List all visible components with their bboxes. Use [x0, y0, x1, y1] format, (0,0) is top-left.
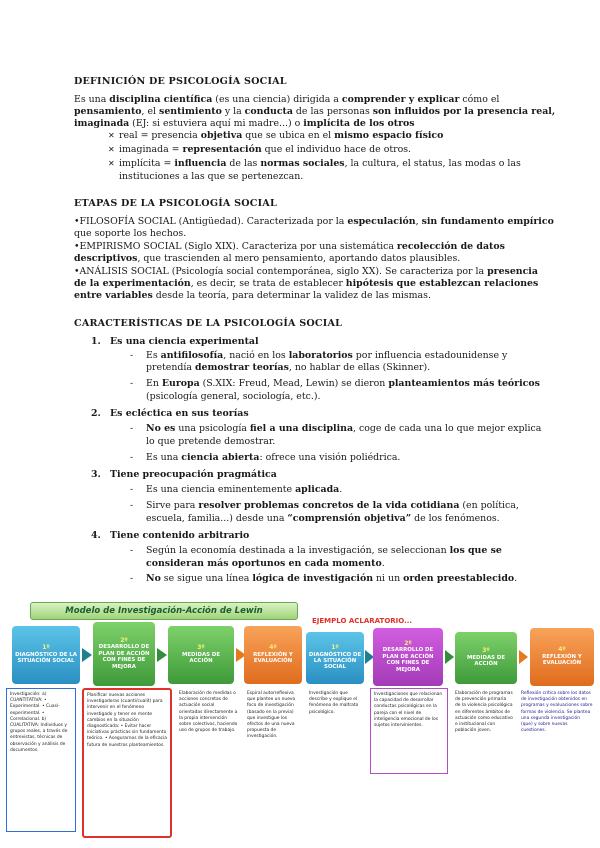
caracteristica-2-detail-1: No es una psicología fiel a una disciplina, coge de cada una lo que mejor explica — [146, 423, 542, 434]
caracteristica-1-detail-2: En Europa (S.XIX: Freud, Mead, Lewin) se dieron planteamientos más teóricos — [146, 378, 540, 389]
etapa-analisis-cont: de la experimentación, es decir, se trata de establecer hipótesis que establezcan relaciones — [74, 278, 539, 289]
definition-bullet-implicita-cont: instituciones a las que se pertenezcan. — [119, 171, 304, 182]
caracteristica-3-detail-1: Es una ciencia eminentemente aplicada. — [146, 484, 343, 495]
dash-marker: - — [130, 545, 134, 556]
dash-marker: - — [130, 500, 134, 511]
dash-marker: - — [130, 573, 134, 584]
note-planificar: Planificar nuevas acciones investigadoras (cuanti/cualit) para intervenir en el fenómeno investigado y tener en mente cambios en la situación diagnosticada: • Evitar hacer iniciativas prácticas sin fundamento teórico. • Asegurarnos de la eficacia futura de nuestros planteamientos. — [82, 688, 172, 838]
example-step-plan-box: 2º DESARROLLO DE PLAN DE ACCIÓN CON FINES DE MEJORA — [373, 628, 443, 686]
list-number: 2. — [91, 408, 101, 419]
step-diagnostico-box: 1º DIAGNÓSTICO DE LA SITUACIÓN SOCIAL — [12, 626, 80, 684]
definition-bullet-implicita: implícita = influencia de las normas sociales, la cultura, el status, las modas o las — [119, 158, 521, 169]
caracteristica-4-detail-1-cont: consideran más oportunos en cada momento. — [146, 558, 385, 569]
etapa-analisis: •ANÁLISIS SOCIAL (Psicología social contemporánea, siglo XX). Se caracteriza por la presencia — [74, 266, 538, 277]
caracteristica-1-detail-1-cont: pretendía demostrar teorías, no hablar de ellas (Skinner). — [146, 362, 431, 373]
dash-marker: - — [130, 378, 134, 389]
etapa-empirismo: •EMPIRISMO SOCIAL (Siglo XIX). Caracteriza por una sistemática recolección de datos — [74, 241, 505, 252]
dash-marker: - — [130, 452, 134, 463]
caracteristica-2-detail-2: Es una ciencia abierta: ofrece una visión poliédrica. — [146, 452, 401, 463]
bullet-marker: ✕ — [108, 145, 115, 154]
note-example-investigaciones: Investigaciones que relacionan la capacidad de desarrollar conductas psicológicas en la pareja con el nivel de inteligencia emocional de los sujetos intervinientes. — [370, 688, 448, 774]
etapa-empirismo-cont: descriptivos, que trascienden al mero pensamiento, aportando datos plausibles. — [74, 253, 461, 264]
section-title-caracteristicas: CARACTERÍSTICAS DE LA PSICOLOGÍA SOCIAL — [74, 318, 343, 329]
arrow-right-icon — [519, 650, 528, 664]
example-step-diagnostico-box: 1º DIAGNÓSTICO DE LA SITUACIÓN SOCIAL — [306, 632, 364, 684]
arrow-right-icon — [82, 648, 92, 662]
note-elaboracion: Elaboración de medidas o acciones concretas de actuación social orientadas directamente a la propia intervención sobre colectivos, haciendo uso de grupos de trabajo. — [179, 691, 238, 734]
etapa-analisis-cont2: entre variables desde la teoría, para determinar la validez de las mismas. — [74, 290, 431, 301]
caracteristica-4-title: Tiene contenido arbitrario — [110, 530, 250, 541]
caracteristica-1-detail-1: Es antifilosofía, nació en los laboratorios por influencia estadounidense y — [146, 350, 508, 361]
bullet-marker: ✕ — [108, 159, 115, 168]
dash-marker: - — [130, 423, 134, 434]
step-plan-box: 2º DESARROLLO DE PLAN DE ACCIÓN CON FINES DE MEJORA — [93, 622, 155, 686]
definition-line-2: pensamiento, el sentimiento y la conducta de las personas son influidos por la presencia real, — [74, 106, 556, 117]
definition-line-3: imaginada (EJ: si estuviera aquí mi madre...) o implícita de los otros — [74, 118, 415, 129]
example-step-reflexion-box: 4º REFLEXIÓN Y EVALUACIÓN — [530, 628, 594, 686]
definition-bullet-imaginada: imaginada = representación que el individuo hace de otros. — [119, 144, 412, 155]
section-title-definicion: DEFINICIÓN DE PSICOLOGÍA SOCIAL — [74, 76, 287, 87]
caracteristica-3-title: Tiene preocupación pragmática — [110, 469, 277, 480]
step-reflexion-box: 4º REFLEXIÓN Y EVALUACIÓN — [244, 626, 302, 684]
note-example-elaboracion: Elaboración de programas de prevención primaria de la violencia psicológica en diferentes ámbitos de actuación como educativo e institucional con población joven. — [455, 691, 513, 734]
diagram-example-label: EJEMPLO ACLARATORIO... — [312, 617, 413, 625]
caracteristica-2-detail-1-cont: lo que pretende demostrar. — [146, 436, 276, 447]
arrow-right-icon — [157, 648, 167, 662]
caracteristica-4-detail-2: No se sigue una línea lógica de investigación ni un orden preestablecido. — [146, 573, 518, 584]
section-title-etapas: ETAPAS DE LA PSICOLOGÍA SOCIAL — [74, 198, 277, 209]
etapa-filosofia: •FILOSOFÍA SOCIAL (Antigüedad). Caracterizada por la especulación, sin fundamento empírico — [74, 216, 554, 227]
definition-line-1: Es una disciplina científica (es una ciencia) dirigida a comprender y explicar cómo el — [74, 94, 500, 105]
bullet-marker: ✕ — [108, 131, 115, 140]
caracteristica-1-title: Es una ciencia experimental — [110, 336, 259, 347]
diagram-banner: Modelo de Investigación-Acción de Lewin — [30, 602, 298, 620]
note-example-reflexion: Reflexión crítica sobre los datos de investigación obtenidos en programas y evaluaciones sobre formas de violencia. Se plantea una segunda investigación (que) y sobre nuevas cuestiones. — [521, 691, 593, 734]
caracteristica-2-title: Es ecléctica en sus teorías — [110, 408, 249, 419]
etapa-filosofia-cont: que soporte los hechos. — [74, 228, 187, 239]
caracteristica-3-detail-2: Sirve para resolver problemas concretos de la vida cotidiana (en política, — [146, 500, 519, 511]
example-step-medidas-box: 3º MEDIDAS DE ACCIÓN — [455, 632, 517, 684]
caracteristica-3-detail-2-cont: escuela, familia...) desde una “comprensión objetiva” de los fenómenos. — [146, 513, 500, 524]
dash-marker: - — [130, 350, 134, 361]
list-number: 4. — [91, 530, 101, 541]
caracteristica-1-detail-2-cont: (psicología general, sociología, etc.). — [146, 391, 321, 402]
dash-marker: - — [130, 484, 134, 495]
lewin-model-diagram — [0, 598, 600, 848]
arrow-right-icon — [445, 650, 454, 664]
note-investigacion: Investigación: a) CUANTITATIVA: • Experimental. • Cuasi-experimental. • Correlacional. b) CUALITATIVA: Individuos y grupos reales, a través de entrevistas, técnicas de observación y análisis de documentos. — [6, 688, 76, 832]
note-espiral: Espiral autorreflexiva que plantee un nuevo foco de investigación (basado en la previa) que investigue los efectos de una nueva propuesta de investigación. — [247, 691, 296, 740]
step-medidas-box: 3º MEDIDAS DE ACCIÓN — [168, 626, 234, 684]
list-number: 3. — [91, 469, 101, 480]
caracteristica-4-detail-1: Según la economía destinada a la investigación, se seleccionan los que se — [146, 545, 502, 556]
list-number: 1. — [91, 336, 101, 347]
note-example-investigacion: Investigación que describe y explique el fenómeno de maltrato psicológico. — [309, 691, 359, 715]
definition-bullet-real: real = presencia objetiva que se ubica en el mismo espacio físico — [119, 130, 444, 141]
